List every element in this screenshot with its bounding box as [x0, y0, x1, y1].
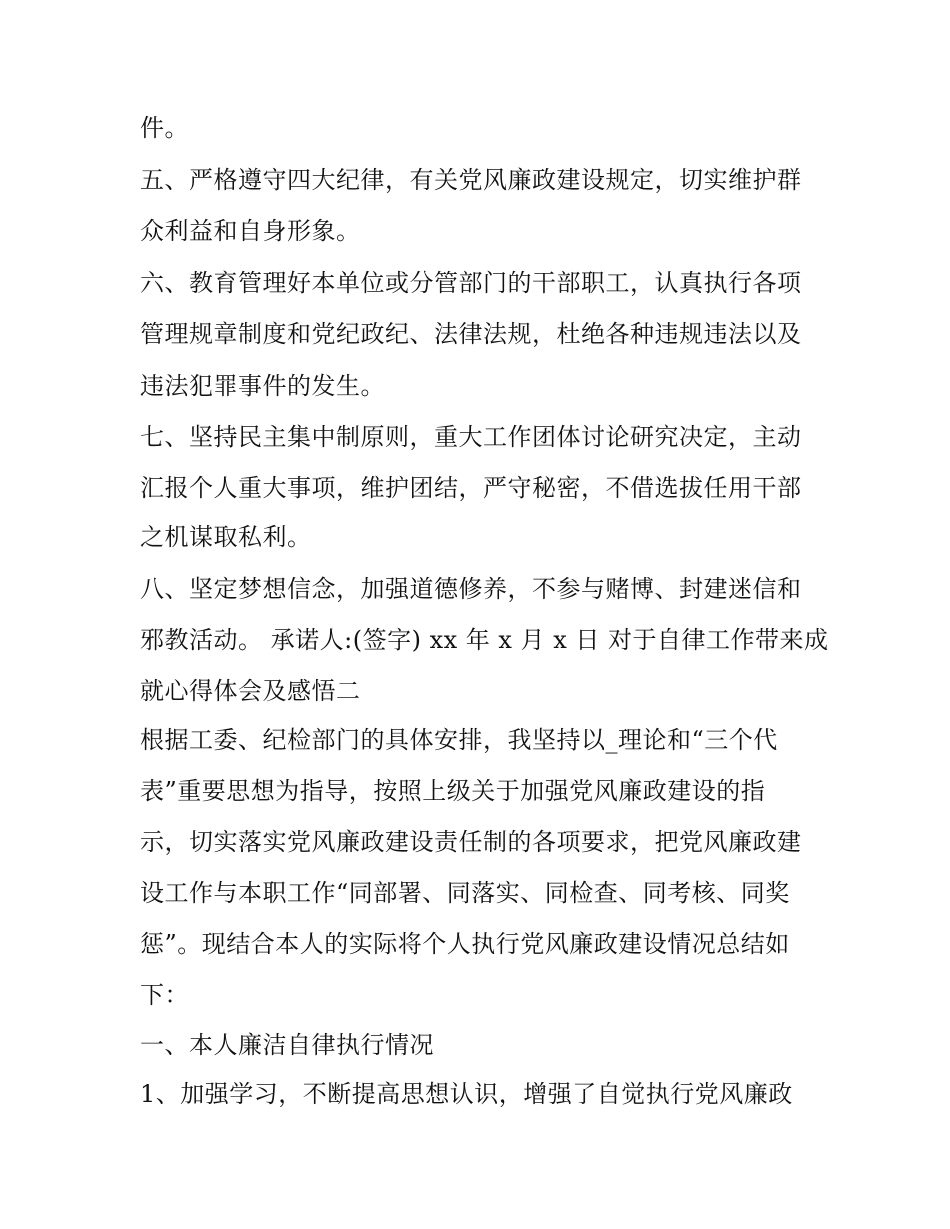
text-line-13: 根据工委、纪检部门的具体安排，我坚持以_理论和“三个代: [140, 726, 778, 754]
text-line-19: 一、本人廉洁自律执行情况: [140, 1031, 434, 1059]
text-line-5: 管理规章制度和党纪政纪、法律法规，杜绝各种违规违法以及: [140, 320, 802, 348]
text-line-1: 件。: [140, 114, 189, 142]
text-line-14: 表”重要思想为指导，按照上级关于加强党风廉政建设的指: [140, 777, 766, 805]
text-line-7: 七、坚持民主集中制原则，重大工作团体讨论研究决定，主动: [140, 423, 802, 451]
text-line-18: 下：: [140, 981, 189, 1009]
text-line-17: 惩”。现结合本人的实际将个人执行党风廉政建设情况总结如: [140, 930, 790, 958]
text-line-16: 设工作与本职工作“同部署、同落实、同检查、同考核、同奖: [140, 879, 790, 907]
text-line-3: 众利益和自身形象。: [140, 217, 361, 245]
text-line-8: 汇报个人重大事项，维护团结，严守秘密，不借选拔任用干部: [140, 474, 802, 502]
text-line-12: 就心得体会及感悟二: [140, 677, 361, 705]
text-line-2: 五、严格遵守四大纪律，有关党风廉政建设规定，切实维护群: [140, 166, 802, 194]
text-line-11: 邪教活动。 承诺人:(签字) xx 年 x 月 x 日 对于自律工作带来成: [140, 626, 829, 654]
text-line-15: 示，切实落实党风廉政建设责任制的各项要求，把党风廉政建: [140, 828, 802, 856]
text-line-6: 违法犯罪事件的发生。: [140, 372, 385, 400]
text-line-20: 1、加强学习，不断提高思想认识，增强了自觉执行党风廉政: [140, 1080, 793, 1108]
text-line-4: 六、教育管理好本单位或分管部门的干部职工，认真执行各项: [140, 269, 802, 297]
text-line-10: 八、坚定梦想信念，加强道德修养，不参与赌博、封建迷信和: [140, 575, 802, 603]
text-line-9: 之机谋取私利。: [140, 523, 312, 551]
